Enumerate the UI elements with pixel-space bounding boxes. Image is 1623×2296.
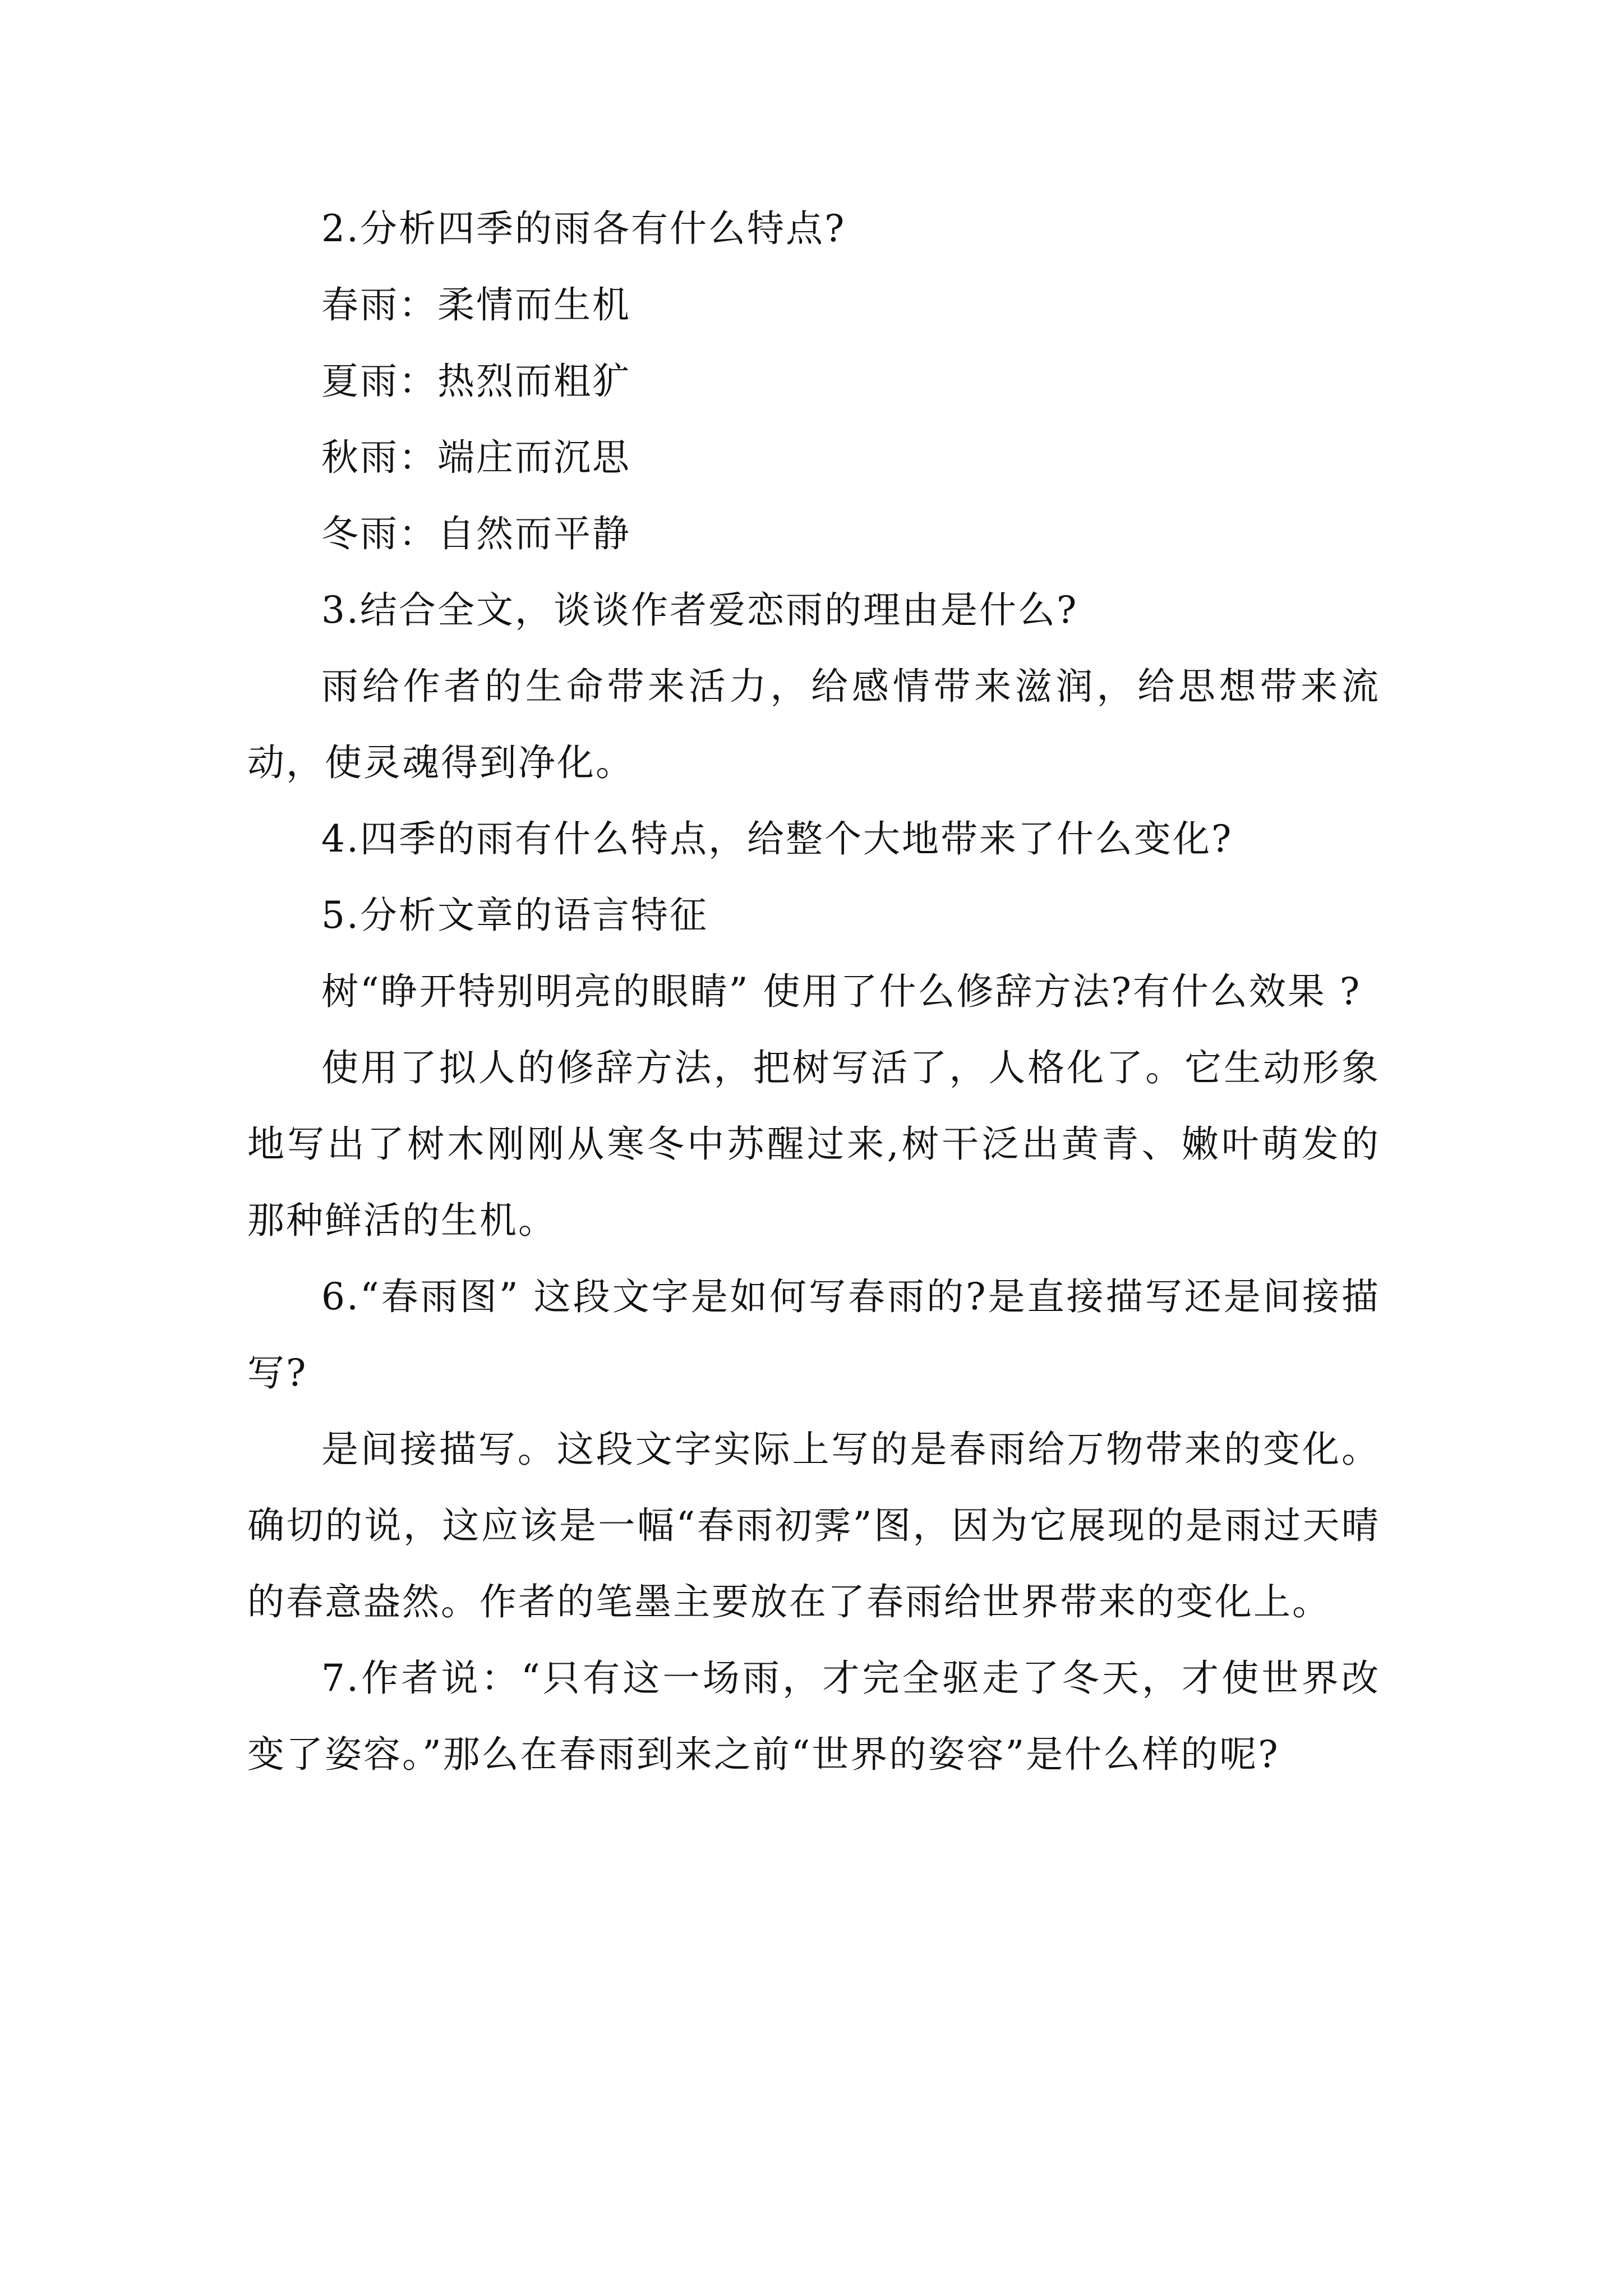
answer-3-paragraph: 雨给作者的生命带来活力，给感情带来滋润，给思想带来流动，使灵魂得到净化。 <box>247 665 1380 784</box>
answer-autumn-rain: 秋雨：端庄而沉思 <box>321 436 631 479</box>
question-2-heading: 2.分析四季的雨各有什么特点? <box>321 207 846 250</box>
question-5-sub-question: 树“睁开特别明亮的眼睛” 使用了什么修辞方法?有什么效果 ? <box>321 970 1362 1013</box>
answer-summer-rain: 夏雨：热烈而粗犷 <box>321 360 631 403</box>
answer-winter-rain: 冬雨：自然而平静 <box>321 512 631 555</box>
question-7-heading: 7.作者说：“只有这一场雨，才完全驱走了冬天，才使世界改变了姿容。”那么在春雨到来之前“世界的姿容”是什么样的呢? <box>247 1657 1380 1776</box>
question-6-heading: 6.“春雨图” 这段文字是如何写春雨的?是直接描写还是间接描写? <box>247 1275 1380 1395</box>
question-3-heading: 3.结合全文，谈谈作者爱恋雨的理由是什么? <box>321 588 1078 632</box>
answer-6-paragraph: 是间接描写。这段文字实际上写的是春雨给万物带来的变化。确切的说，这应该是一幅“春雨初霁”图，因为它展现的是雨过天晴的春意盎然。作者的笔墨主要放在了春雨给世界带来的变化上。 <box>247 1428 1380 1623</box>
document-page <box>247 191 1380 1793</box>
question-5-heading: 5.分析文章的语言特征 <box>321 894 708 937</box>
answer-spring-rain: 春雨：柔情而生机 <box>321 283 631 326</box>
question-4-heading: 4.四季的雨有什么特点，给整个大地带来了什么变化? <box>321 817 1233 861</box>
answer-5-paragraph: 使用了拟人的修辞方法，把树写活了，人格化了。它生动形象地写出了树木刚刚从寒冬中苏醒过来,树干泛出黄青、嫩叶萌发的那种鲜活的生机。 <box>247 1046 1380 1242</box>
